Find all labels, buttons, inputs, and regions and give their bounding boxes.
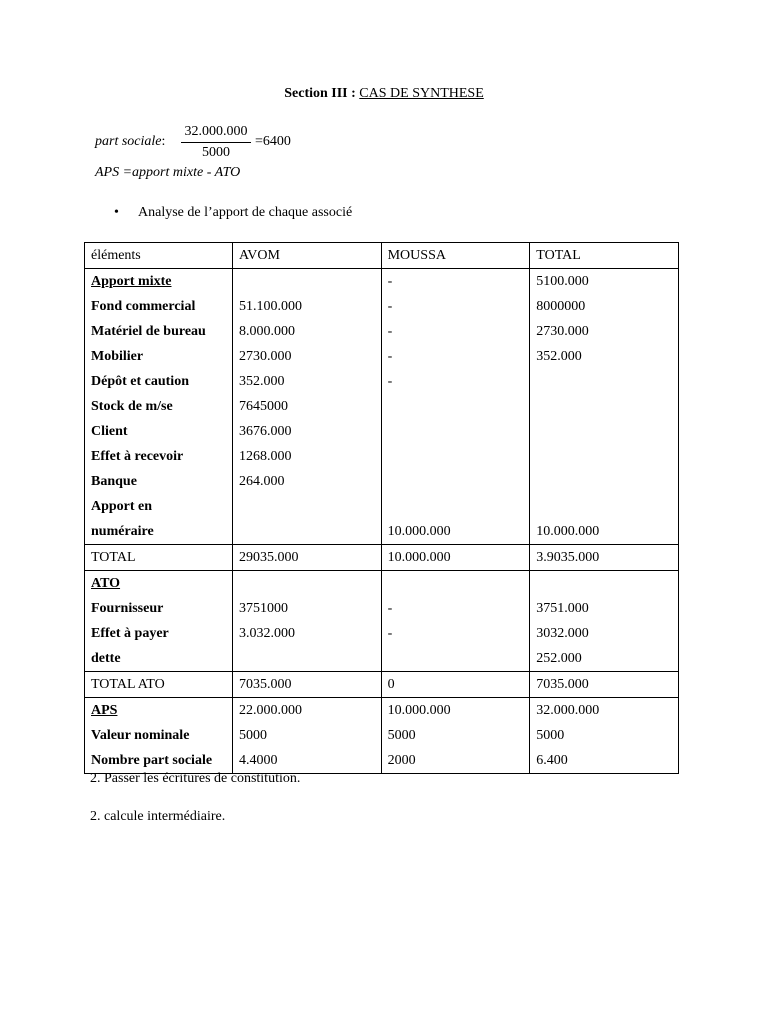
- total-cell: 252.000: [530, 646, 679, 672]
- row-label: Stock de m/se: [85, 394, 233, 419]
- total-cell: 2730.000: [530, 319, 679, 344]
- table-row: [85, 494, 679, 519]
- table-row: [85, 646, 679, 672]
- total-cell: 32.000.000: [530, 698, 679, 724]
- row-label: Apport en: [85, 494, 233, 519]
- total-cell: 352.000: [530, 344, 679, 369]
- formula-fraction: [181, 124, 251, 161]
- table-row: [85, 294, 679, 319]
- table-row: [85, 519, 679, 545]
- row-label: Matériel de bureau: [85, 319, 233, 344]
- row-label: Client: [85, 419, 233, 444]
- row-label: Apport mixte: [85, 269, 233, 295]
- header-cell: AVOM: [232, 243, 381, 269]
- moussa-cell: 10.000.000: [381, 519, 530, 545]
- avom-cell: [232, 519, 381, 545]
- avom-cell: 1268.000: [232, 444, 381, 469]
- total-cell: [530, 394, 679, 419]
- row-label: Fournisseur: [85, 596, 233, 621]
- apport-analysis-table: [84, 242, 679, 774]
- formula-lhs-text: part sociale: [95, 134, 162, 149]
- row-label: Valeur nominale: [85, 723, 233, 748]
- table-row: [85, 444, 679, 469]
- row-label: Effet à payer: [85, 621, 233, 646]
- table-row: [85, 269, 679, 295]
- section-title: [0, 86, 768, 102]
- moussa-cell: -: [381, 621, 530, 646]
- moussa-cell: 2000: [381, 748, 530, 774]
- formula-colon: :: [161, 134, 166, 149]
- total-cell: [530, 444, 679, 469]
- section-heading-text: CAS DE SYNTHESE: [359, 86, 484, 101]
- avom-cell: [232, 494, 381, 519]
- moussa-cell: -: [381, 344, 530, 369]
- row-label: ATO: [85, 571, 233, 597]
- total-cell: [530, 419, 679, 444]
- moussa-cell: [381, 394, 530, 419]
- table-row: [85, 571, 679, 597]
- table-row: [85, 344, 679, 369]
- row-label: Mobilier: [85, 344, 233, 369]
- moussa-cell: -: [381, 596, 530, 621]
- moussa-cell: 10.000.000: [381, 545, 530, 571]
- total-cell: 5100.000: [530, 269, 679, 295]
- total-ato-row: [85, 672, 679, 698]
- section-prefix: Section III :: [284, 86, 360, 101]
- table-row: [85, 621, 679, 646]
- total-cell: [530, 369, 679, 394]
- avom-cell: [232, 571, 381, 597]
- aps-formula: APS =apport mixte - ATO: [95, 165, 241, 180]
- total-cell: 5000: [530, 723, 679, 748]
- moussa-cell: -: [381, 269, 530, 295]
- avom-cell: 3751000: [232, 596, 381, 621]
- bullet-text: Analyse de l’apport de chaque associé: [138, 205, 353, 220]
- moussa-cell: [381, 571, 530, 597]
- table-row: [85, 469, 679, 494]
- total-cell: [530, 494, 679, 519]
- moussa-cell: [381, 419, 530, 444]
- row-label: TOTAL ATO: [85, 672, 233, 698]
- moussa-cell: -: [381, 319, 530, 344]
- table-row: [85, 748, 679, 774]
- total-cell: 6.400: [530, 748, 679, 774]
- avom-cell: 7645000: [232, 394, 381, 419]
- table-row: [85, 419, 679, 444]
- row-label: Fond commercial: [85, 294, 233, 319]
- total-cell: 10.000.000: [530, 519, 679, 545]
- row-label: Nombre part sociale: [85, 748, 233, 774]
- table-row: [85, 319, 679, 344]
- avom-cell: 7035.000: [232, 672, 381, 698]
- total-cell: 7035.000: [530, 672, 679, 698]
- row-label: APS: [85, 698, 233, 724]
- formula-numerator: 32.000.000: [181, 124, 251, 143]
- avom-cell: 29035.000: [232, 545, 381, 571]
- total-cell: [530, 571, 679, 597]
- row-label: Banque: [85, 469, 233, 494]
- bullet-item: [114, 205, 352, 221]
- formula-denominator: 5000: [202, 145, 230, 160]
- table-row: [85, 596, 679, 621]
- moussa-cell: [381, 444, 530, 469]
- moussa-cell: 10.000.000: [381, 698, 530, 724]
- table-row: [85, 698, 679, 724]
- moussa-cell: -: [381, 369, 530, 394]
- header-cell: TOTAL: [530, 243, 679, 269]
- avom-cell: [232, 646, 381, 672]
- avom-cell: 2730.000: [232, 344, 381, 369]
- avom-cell: 5000: [232, 723, 381, 748]
- formula-result: =6400: [255, 134, 291, 149]
- row-label: Effet à recevoir: [85, 444, 233, 469]
- avom-cell: 8.000.000: [232, 319, 381, 344]
- avom-cell: 3676.000: [232, 419, 381, 444]
- total-row: [85, 545, 679, 571]
- total-cell: [530, 469, 679, 494]
- table-row: [85, 394, 679, 419]
- table-row: [85, 723, 679, 748]
- moussa-cell: -: [381, 294, 530, 319]
- row-label: TOTAL: [85, 545, 233, 571]
- avom-cell: 22.000.000: [232, 698, 381, 724]
- header-cell: éléments: [85, 243, 233, 269]
- avom-cell: [232, 269, 381, 295]
- total-cell: 3.9035.000: [530, 545, 679, 571]
- row-label: Dépôt et caution: [85, 369, 233, 394]
- total-cell: 3751.000: [530, 596, 679, 621]
- table-row: [85, 369, 679, 394]
- avom-cell: 51.100.000: [232, 294, 381, 319]
- header-cell: MOUSSA: [381, 243, 530, 269]
- total-cell: 3032.000: [530, 621, 679, 646]
- avom-cell: 4.4000: [232, 748, 381, 774]
- avom-cell: 3.032.000: [232, 621, 381, 646]
- moussa-cell: 0: [381, 672, 530, 698]
- instruction-line-2: 2. calcule intermédiaire.: [90, 809, 226, 824]
- row-label: numéraire: [85, 519, 233, 545]
- total-cell: 8000000: [530, 294, 679, 319]
- row-label: dette: [85, 646, 233, 672]
- moussa-cell: [381, 494, 530, 519]
- moussa-cell: 5000: [381, 723, 530, 748]
- formula-lhs: [95, 134, 165, 150]
- instruction-line-1: 2. Passer les écritures de constitution.: [90, 771, 301, 786]
- avom-cell: 264.000: [232, 469, 381, 494]
- bullet-dot-icon: •: [114, 205, 119, 220]
- avom-cell: 352.000: [232, 369, 381, 394]
- table-header-row: [85, 243, 679, 269]
- moussa-cell: [381, 469, 530, 494]
- moussa-cell: [381, 646, 530, 672]
